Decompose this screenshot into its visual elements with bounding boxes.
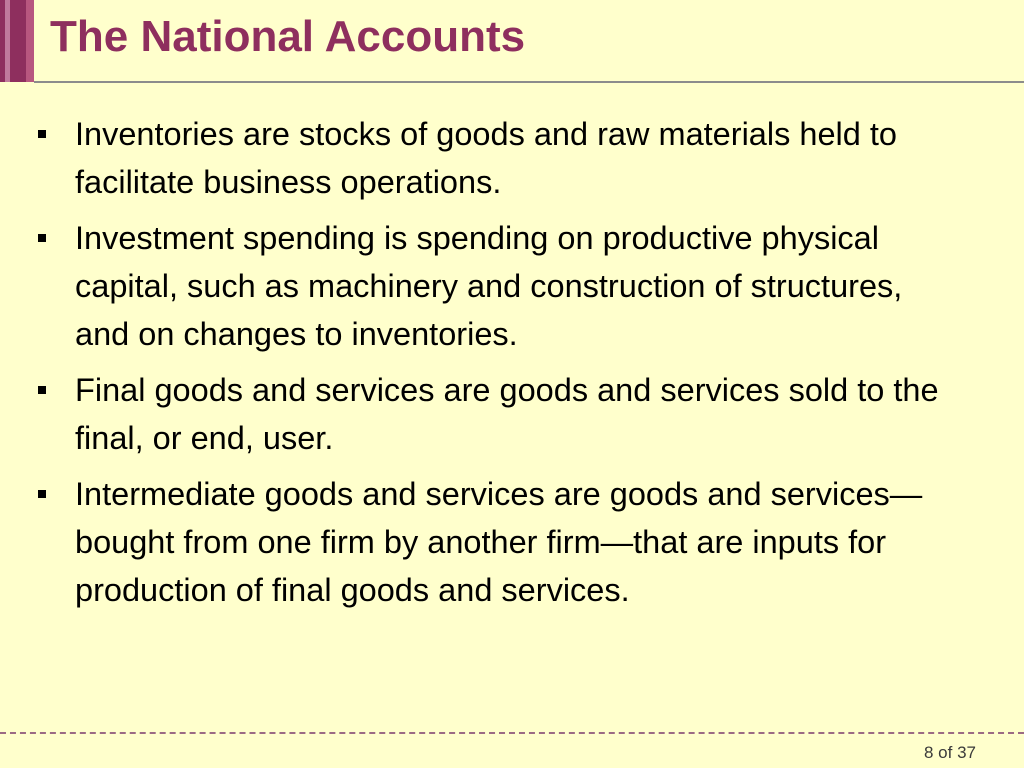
- square-bullet-icon: [38, 386, 46, 394]
- bullet-item: [0, 214, 1024, 358]
- left-accent-inner-bar: [26, 0, 34, 82]
- footer-dashed-divider: [0, 732, 1024, 734]
- left-accent-stripe: [5, 0, 10, 82]
- slide-title: The National Accounts: [50, 12, 526, 61]
- bullet-item: [0, 470, 1024, 614]
- bullet-text: Intermediate goods and services are goods and services—bought from one firm by another firm—that are inputs for production of final goods and services.: [75, 476, 923, 608]
- title-divider: [34, 81, 1024, 83]
- square-bullet-icon: [38, 234, 46, 242]
- bullet-list: [0, 110, 1024, 622]
- left-accent-bar: [0, 0, 26, 82]
- bullet-text: Final goods and services are goods and services sold to the final, or end, user.: [75, 372, 939, 456]
- bullet-item: [0, 366, 1024, 462]
- square-bullet-icon: [38, 490, 46, 498]
- bullet-text: Inventories are stocks of goods and raw materials held to facilitate business operations.: [75, 116, 897, 200]
- page-number: 8 of 37: [924, 743, 976, 762]
- bullet-item: [0, 110, 1024, 206]
- bullet-text: Investment spending is spending on productive physical capital, such as machinery and construction of structures, and on changes to inventories.: [75, 220, 903, 352]
- square-bullet-icon: [38, 130, 46, 138]
